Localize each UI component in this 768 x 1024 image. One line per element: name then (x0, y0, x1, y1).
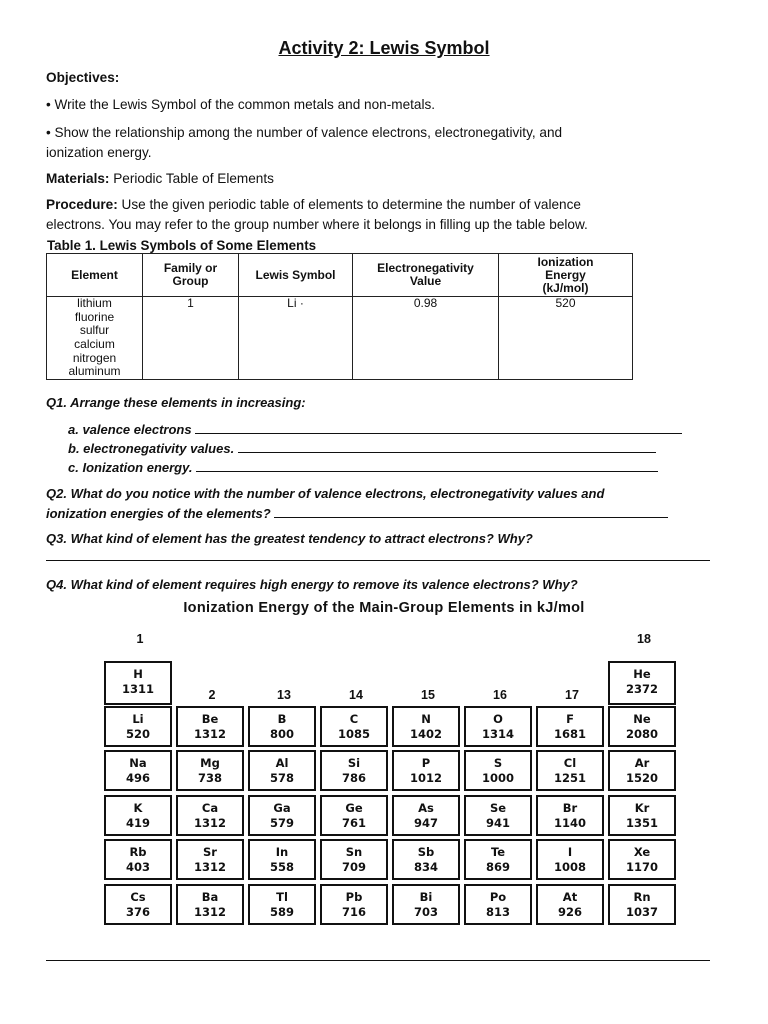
ionization-energy-value: 1000 (481, 771, 514, 785)
element-cell (104, 884, 172, 925)
element-cell (248, 750, 316, 791)
answer-blank-3[interactable] (46, 560, 710, 561)
element-cell (104, 661, 172, 705)
element-cell (320, 750, 388, 791)
element-cell (320, 706, 388, 747)
element-symbol: Se (489, 800, 507, 815)
group-label-15: 15 (421, 688, 435, 702)
element-symbol: I (567, 845, 573, 859)
table1-cell[interactable] (239, 351, 353, 365)
table1-cell: lithium (47, 297, 143, 311)
element-symbol: K (133, 800, 143, 815)
element-symbol: Ca (201, 800, 219, 815)
table1-cell: aluminum (47, 365, 143, 379)
element-symbol: In (275, 845, 289, 859)
element-symbol: S (493, 756, 503, 770)
element-cell (176, 706, 244, 747)
element-symbol: Pb (345, 889, 363, 904)
table1-cell[interactable] (143, 351, 239, 365)
element-symbol: Te (490, 845, 506, 859)
ionization-energy-value: 2372 (625, 682, 658, 696)
answer-blank-1a[interactable] (195, 421, 682, 434)
table1-cell[interactable]: Li · (239, 297, 353, 311)
ionization-energy-value: 376 (125, 904, 150, 919)
element-symbol: Rb (129, 845, 147, 859)
element-symbol: Rn (633, 889, 651, 904)
element-cell (392, 750, 460, 791)
table1-cell[interactable] (499, 365, 633, 379)
element-symbol: N (421, 711, 431, 726)
table1-header-cell: Element (47, 254, 143, 297)
element-symbol: Tl (276, 889, 288, 904)
element-symbol: F (566, 711, 574, 726)
element-cell (176, 884, 244, 925)
ionization-energy-value: 926 (557, 904, 582, 919)
table1-cell[interactable] (353, 351, 499, 365)
ionization-energy-value: 579 (269, 815, 294, 830)
element-cell (608, 795, 676, 836)
ionization-energy-value: 1312 (193, 726, 226, 741)
element-cell (248, 884, 316, 925)
table-row (47, 351, 633, 365)
element-symbol: Sn (345, 845, 363, 859)
table1-cell[interactable] (499, 338, 633, 352)
group-label-16: 16 (493, 688, 507, 702)
ionization-energy-value: 869 (485, 860, 510, 874)
element-symbol: Bi (419, 889, 433, 904)
element-cell (176, 795, 244, 836)
table1-cell[interactable] (499, 311, 633, 325)
table1-cell[interactable] (353, 311, 499, 325)
answer-blank-2[interactable] (274, 505, 668, 518)
ionization-energy-value: 709 (341, 860, 366, 874)
element-cell (392, 795, 460, 836)
ionization-energy-value: 1037 (625, 904, 658, 919)
table1-cell[interactable] (143, 338, 239, 352)
objectives-label: Objectives: (46, 70, 120, 85)
element-cell (320, 795, 388, 836)
objective-1: • Write the Lewis Symbol of the common metals and non-metals. (46, 97, 436, 112)
ionization-energy-value: 578 (269, 771, 294, 785)
ionization-energy-value: 1311 (121, 682, 154, 696)
question-1a: a. valence electrons (68, 421, 682, 437)
question-1c: c. Ionization energy. (68, 459, 658, 475)
table1-cell[interactable] (239, 338, 353, 352)
element-symbol: Cl (563, 756, 577, 770)
group-label-13: 13 (277, 688, 291, 702)
ionization-energy-value: 2080 (625, 726, 658, 741)
question-4: Q4. What kind of element requires high energy to remove its valence electrons? Why? (46, 577, 578, 592)
table1-cell[interactable] (143, 365, 239, 379)
lewis-symbols-table (46, 253, 633, 380)
group-label-18: 18 (637, 632, 651, 646)
procedure-line-2: electrons. You may refer to the group number where it belongs in filling up the table below. (46, 217, 588, 232)
ionization-energy-value: 419 (125, 815, 150, 830)
materials-line (46, 171, 274, 186)
ionization-energy-value: 1312 (193, 860, 226, 874)
ionization-energy-value: 1314 (481, 726, 514, 741)
question-1b: b. electronegativity values. (68, 440, 656, 456)
ionization-energy-value: 1012 (409, 771, 442, 785)
ionization-energy-value: 813 (485, 904, 510, 919)
element-cell (392, 884, 460, 925)
element-symbol: Be (201, 711, 219, 726)
procedure-label: Procedure: (46, 197, 118, 212)
element-cell (176, 750, 244, 791)
ionization-energy-value: 947 (413, 815, 438, 830)
element-symbol: Na (129, 756, 147, 770)
question-1: Q1. Arrange these elements in increasing: (46, 395, 306, 410)
group-label-2: 2 (208, 688, 216, 702)
table1-cell[interactable] (499, 324, 633, 338)
page-title: Activity 2: Lewis Symbol (278, 38, 490, 58)
element-symbol: As (418, 800, 434, 815)
element-symbol: Br (562, 800, 578, 815)
ionization-energy-value: 703 (413, 904, 438, 919)
ionization-energy-value: 1681 (553, 726, 586, 741)
table1-cell: nitrogen (47, 351, 143, 365)
question-2-line-1: Q2. What do you notice with the number of valence electrons, electronegativity values and (46, 486, 605, 501)
table1-cell[interactable] (239, 311, 353, 325)
element-symbol: Xe (633, 845, 651, 859)
ionization-energy-value: 558 (269, 860, 294, 874)
element-cell (464, 750, 532, 791)
table1-cell[interactable] (353, 365, 499, 379)
table1-cell[interactable] (143, 311, 239, 325)
ionization-energy-value: 800 (269, 726, 294, 741)
element-cell (176, 839, 244, 880)
element-symbol: C (349, 711, 359, 726)
element-cell (608, 661, 676, 705)
ionization-energy-value: 589 (269, 904, 294, 919)
question-2-line-2: ionization energies of the elements? (46, 505, 668, 521)
procedure-line-1 (46, 197, 581, 212)
element-symbol: He (633, 667, 651, 681)
ionization-energy-value: 1351 (625, 815, 658, 830)
table1-cell[interactable] (239, 324, 353, 338)
element-symbol: Sb (417, 845, 435, 859)
table-row (47, 338, 633, 352)
element-cell (392, 706, 460, 747)
element-cell (536, 706, 604, 747)
element-cell (248, 706, 316, 747)
ionization-energy-value: 1170 (625, 860, 658, 874)
element-symbol: Cs (130, 889, 146, 904)
element-symbol: O (493, 711, 503, 726)
table1-cell: sulfur (47, 324, 143, 338)
table-row (47, 365, 633, 379)
table-row (47, 311, 633, 325)
element-symbol: Si (347, 756, 361, 770)
ionization-energy-value: 1402 (409, 726, 442, 741)
table1-cell: calcium (47, 338, 143, 352)
answer-blank-1b[interactable] (238, 440, 656, 453)
ionization-energy-value: 1312 (193, 904, 226, 919)
ionization-energy-value: 1520 (625, 771, 658, 785)
table-row (47, 297, 633, 311)
element-cell (320, 884, 388, 925)
table1-cell[interactable] (143, 324, 239, 338)
objective-2-line-2: ionization energy. (46, 145, 152, 160)
ionization-energy-value: 520 (125, 726, 150, 741)
ionization-energy-value: 738 (197, 771, 222, 785)
ionization-energy-value: 403 (125, 860, 150, 874)
ionization-energy-value: 716 (341, 904, 366, 919)
element-cell (104, 839, 172, 880)
element-cell (608, 839, 676, 880)
element-cell (608, 750, 676, 791)
group-label-14: 14 (349, 688, 363, 702)
element-symbol: At (562, 889, 578, 904)
ionization-energy-value: 1085 (337, 726, 370, 741)
element-symbol: P (421, 756, 431, 770)
table1-header-cell: Electronegativity Value (353, 254, 499, 297)
element-cell (608, 884, 676, 925)
table1-cell[interactable] (353, 338, 499, 352)
element-symbol: Al (275, 756, 289, 770)
element-symbol: Sr (203, 845, 217, 859)
answer-blank-1c[interactable] (196, 459, 658, 472)
element-symbol: Kr (634, 800, 650, 815)
element-cell (536, 884, 604, 925)
element-symbol: Ar (634, 756, 650, 770)
table1-cell: fluorine (47, 311, 143, 325)
ionization-table-title: Ionization Energy of the Main-Group Elements in kJ/mol (183, 600, 585, 616)
table1-cell[interactable] (499, 351, 633, 365)
ionization-energy-value: 786 (341, 771, 366, 785)
element-symbol: Ga (273, 800, 291, 815)
table1-cell[interactable] (353, 324, 499, 338)
element-cell (464, 795, 532, 836)
table1-header-cell: Lewis Symbol (239, 254, 353, 297)
element-cell (536, 839, 604, 880)
element-symbol: Li (132, 711, 144, 726)
element-cell (536, 795, 604, 836)
ionization-energy-value: 834 (413, 860, 438, 874)
element-symbol: Ge (345, 800, 363, 815)
element-cell (464, 884, 532, 925)
table1-cell[interactable]: 1 (143, 297, 239, 311)
element-cell (608, 706, 676, 747)
element-cell (104, 795, 172, 836)
element-cell (464, 839, 532, 880)
element-cell (536, 750, 604, 791)
question-3: Q3. What kind of element has the greatest tendency to attract electrons? Why? (46, 531, 533, 546)
group-label-17: 17 (565, 688, 579, 702)
materials-label: Materials: (46, 171, 110, 186)
table1-header-cell: Family or Group (143, 254, 239, 297)
element-symbol: Ne (633, 711, 651, 726)
table1-header-cell: Ionization Energy (kJ/mol) (499, 254, 633, 297)
element-cell (248, 795, 316, 836)
element-cell (464, 706, 532, 747)
element-symbol: Po (489, 889, 507, 904)
procedure-text-a: Use the given periodic table of elements to determine the number of valence (117, 197, 581, 212)
answer-blank-4[interactable] (46, 960, 710, 961)
element-symbol: H (133, 667, 143, 681)
element-cell (248, 839, 316, 880)
element-cell (104, 706, 172, 747)
ionization-energy-value: 1312 (193, 815, 226, 830)
element-cell (320, 839, 388, 880)
element-symbol: Mg (200, 756, 220, 770)
ionization-energy-value: 1008 (553, 860, 586, 874)
table1-cell[interactable]: 520 (499, 297, 633, 311)
element-symbol: B (277, 711, 287, 726)
ionization-energy-value: 1251 (553, 771, 586, 785)
ionization-energy-value: 761 (341, 815, 366, 830)
group-label-1: 1 (136, 632, 144, 646)
table1-cell[interactable] (239, 365, 353, 379)
objective-2-line-1: • Show the relationship among the number of valence electrons, electronegativity, and (46, 125, 563, 140)
table-row (47, 324, 633, 338)
element-cell (392, 839, 460, 880)
materials-text: Periodic Table of Elements (109, 171, 274, 186)
element-cell (104, 750, 172, 791)
ionization-energy-value: 496 (125, 771, 150, 785)
element-symbol: Ba (201, 889, 219, 904)
ionization-energy-value: 1140 (553, 815, 586, 830)
table1-cell[interactable]: 0.98 (353, 297, 499, 311)
ionization-energy-value: 941 (485, 815, 510, 830)
table1-caption: Table 1. Lewis Symbols of Some Elements (47, 238, 317, 253)
